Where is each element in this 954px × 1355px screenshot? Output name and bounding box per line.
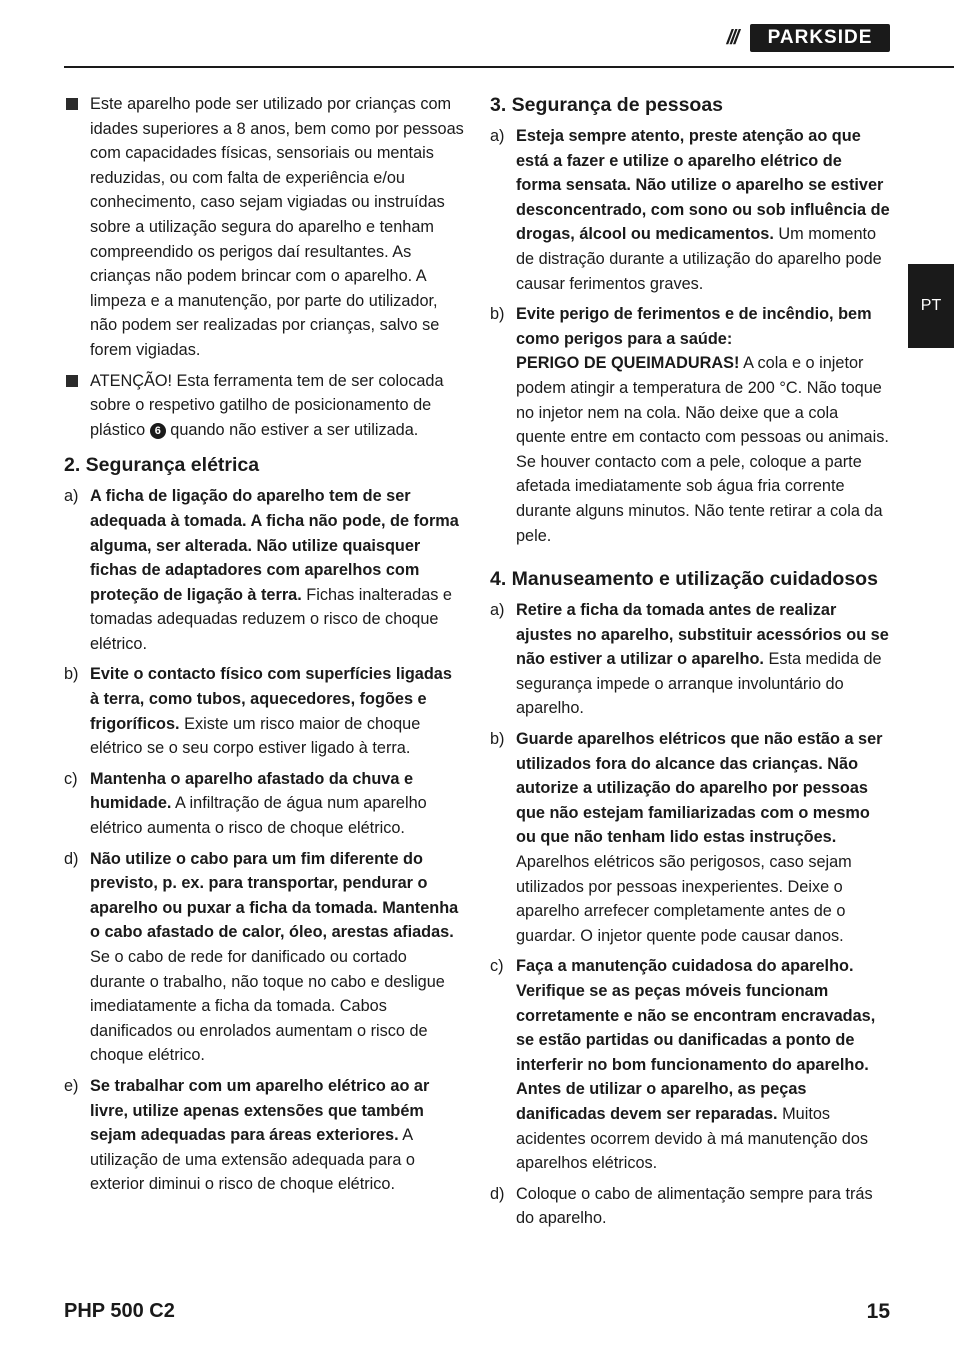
- item-label: a): [64, 487, 79, 506]
- item-normal-text: Aparelhos elétricos são perigosos, caso sejam utilizados por pessoas inexperientes. Deixe o aparelho arrefecer completamente antes de o guardar. O injetor quente pode causar danos.: [516, 853, 852, 945]
- section-heading: 2. Segurança elétrica: [64, 454, 260, 477]
- list-item: [490, 598, 890, 721]
- footer-model: PHP 500 C2: [64, 1300, 175, 1322]
- section-heading: 3. Segurança de pessoas: [490, 94, 724, 116]
- item-text: [516, 302, 890, 548]
- item-bold-text: Não utilize o cabo para um fim diferente do previsto, p. ex. para transportar, pendurar o aparelho ou puxar a ficha da tomada. Mantenha o cabo afastado de calor, óleo, arestas afiadas.: [90, 849, 459, 942]
- item-bold-text: Faça a manutenção cuidadosa do aparelho. Verifique se as peças móveis funcionam corretamente e não se encontram encravadas, se estão partidas ou danificadas a ponto de interferir no bom funcionamento do aparelho. Antes de utilizar o aparelho, as peças danificadas devem ser reparadas.: [516, 957, 876, 1123]
- list-item: [64, 484, 464, 656]
- item-text: [90, 847, 464, 1068]
- header-rule: [64, 66, 954, 68]
- item-bold-text: Mantenha o aparelho afastado da chuva e humidade.: [90, 769, 413, 813]
- item-normal-text: A infiltração de água num aparelho elétrico aumenta o risco de choque elétrico.: [90, 794, 427, 838]
- item-text: [516, 1182, 890, 1231]
- language-tab: PT: [908, 264, 954, 348]
- list-item: [490, 727, 890, 948]
- item-normal-text: Esta medida de segurança impede o arranque involuntário do aparelho.: [516, 650, 882, 718]
- bullet-text-part: quando não estiver a ser utilizada.: [170, 420, 419, 439]
- item-bold-text: Evite o contacto físico com superfícies ligadas à terra, como tubos, aquecedores, fogões e frigoríficos.: [90, 665, 452, 733]
- section-list: [490, 124, 890, 296]
- section-heading: 4. Manuseamento e utilização cuidadosos: [490, 568, 878, 591]
- page-number: 15: [866, 1300, 890, 1323]
- bullet-item: [64, 92, 464, 363]
- list-item: [490, 124, 890, 296]
- item-text: [516, 727, 890, 948]
- bullet-text: Este aparelho pode ser utilizado por crianças com idades superiores a 8 anos, bem como por pessoas com capacidades físicas, sensoriais ou mentais reduzidas, ou com falta de experiência e/ou conhecimento, caso sejam vigiadas ou instruídas sobre a utilização segura do aparelho e tenham compreendido os perigos daí resultantes. As crianças não podem brincar com o aparelho. A limpeza e a manutenção, por parte do utilizador, não podem ser realizadas por crianças, salvo se forem vigiadas.: [90, 95, 464, 359]
- logo-text: PARKSIDE: [750, 24, 890, 52]
- item-normal-text: Existe um risco maior de choque elétrico se o seu corpo estiver ligado à terra.: [90, 714, 421, 758]
- item-label: b): [490, 730, 505, 749]
- item-normal-text: A utilização de uma extensão adequada para o exterior diminui o risco de choque elétrico.: [90, 1126, 415, 1194]
- item-text: [90, 662, 464, 760]
- item-bold-text: Se trabalhar com um aparelho elétrico ao ar livre, utilize apenas extensões que também sejam adequadas para áreas exteriores.: [90, 1076, 430, 1145]
- item-text: [90, 484, 464, 656]
- item-bold-text: Esteja sempre atento, preste atenção ao que está a fazer e utilize o aparelho elétrico de forma sensata. Não utilize o aparelho se estiver desconcentrado, com sono ou sob influência de drogas, álcool ou medicamentos.: [516, 127, 890, 244]
- list-item: [490, 954, 890, 1175]
- item-normal-text: A cola e o injetor podem atingir a temperatura de 200 °C. Não toque no injetor nem na cola. Não deixe que a cola quente entre em contacto com pessoas ou animais. Se houver contacto com a pele, coloque a parte afetada imediatamente sob água fria corrente durante alguns minutos. Não tente retirar a cola da pele.: [516, 354, 889, 545]
- item-label: a): [490, 601, 505, 620]
- list-item: [64, 767, 464, 841]
- right-column: [490, 92, 890, 1237]
- list-item: [64, 662, 464, 760]
- item-text: [90, 767, 464, 841]
- item-normal-text: Muitos acidentes ocorrem devido à má manutenção dos aparelhos elétricos.: [516, 1104, 869, 1173]
- parkside-logo: [714, 24, 890, 52]
- item-normal-text: Coloque o cabo de alimentação sempre para trás do aparelho.: [516, 1184, 873, 1228]
- item-label: d): [490, 1184, 505, 1203]
- numbered-circle-icon: 6: [150, 423, 166, 439]
- item-label: d): [64, 849, 79, 868]
- section-list: [490, 598, 890, 1231]
- list-item: [490, 302, 890, 548]
- bullet-text-part: ATENÇÃO! Esta ferramenta tem de ser colocada sobre o respetivo gatilho de posicionamento de plástico: [90, 371, 444, 439]
- item-bold-text: Evite perigo de ferimentos e de incêndio, bem como perigos para a saúde:: [516, 305, 872, 348]
- item-bold-text: A ficha de ligação do aparelho tem de ser adequada à tomada. A ficha não pode, de forma alguma, ser alterada. Não utilize quaisquer fichas de adaptadores com aparelhos com proteção de ligação à terra.: [90, 487, 459, 604]
- item-normal-text: Um momento de distração durante a utilização do aparelho pode causar ferimentos graves.: [516, 225, 882, 293]
- item-label: c): [490, 957, 504, 976]
- item-label: b): [490, 305, 505, 324]
- bullet-item: [64, 369, 464, 443]
- item-bold-text: Guarde aparelhos elétricos que não estão a ser utilizados fora do alcance das crianças. Não autorize a utilização do aparelho por pessoas que não estejam familiarizadas com o mesmo ou que não tenham lido estas instruções.: [516, 730, 883, 847]
- item-text: [516, 954, 890, 1175]
- list-item: [64, 847, 464, 1068]
- bullet-text: [90, 369, 464, 443]
- square-bullet-icon: [66, 98, 78, 110]
- list-item: [490, 1182, 890, 1231]
- logo-slashes: ///: [726, 26, 738, 49]
- item-label: c): [64, 769, 78, 788]
- square-bullet-icon: [66, 375, 78, 387]
- item-label: e): [64, 1076, 79, 1095]
- item-bold-text: Retire a ficha da tomada antes de realizar ajustes no aparelho, substituir acessórios ou se não estiver a utilizar o aparelho.: [516, 601, 889, 669]
- item-text: [90, 1074, 464, 1197]
- list-item: [64, 1074, 464, 1197]
- item-label: b): [64, 665, 79, 684]
- item-normal-text: Fichas inalteradas e tomadas adequadas reduzem o risco de choque elétrico.: [90, 585, 452, 653]
- item-normal-text: Se o cabo de rede for danificado ou cortado durante o trabalho, não toque no cabo e desligue imediatamente a ficha da tomada. Cabos danificados ou enrolados aumentam o risco de choque elétrico.: [90, 948, 445, 1065]
- item-text: [516, 124, 890, 296]
- left-column: [64, 92, 464, 1203]
- item-label: a): [490, 127, 505, 145]
- item-bold-text: PERIGO DE QUEIMADURAS!: [516, 354, 740, 373]
- section-list: [64, 484, 464, 1197]
- item-text: [516, 598, 890, 721]
